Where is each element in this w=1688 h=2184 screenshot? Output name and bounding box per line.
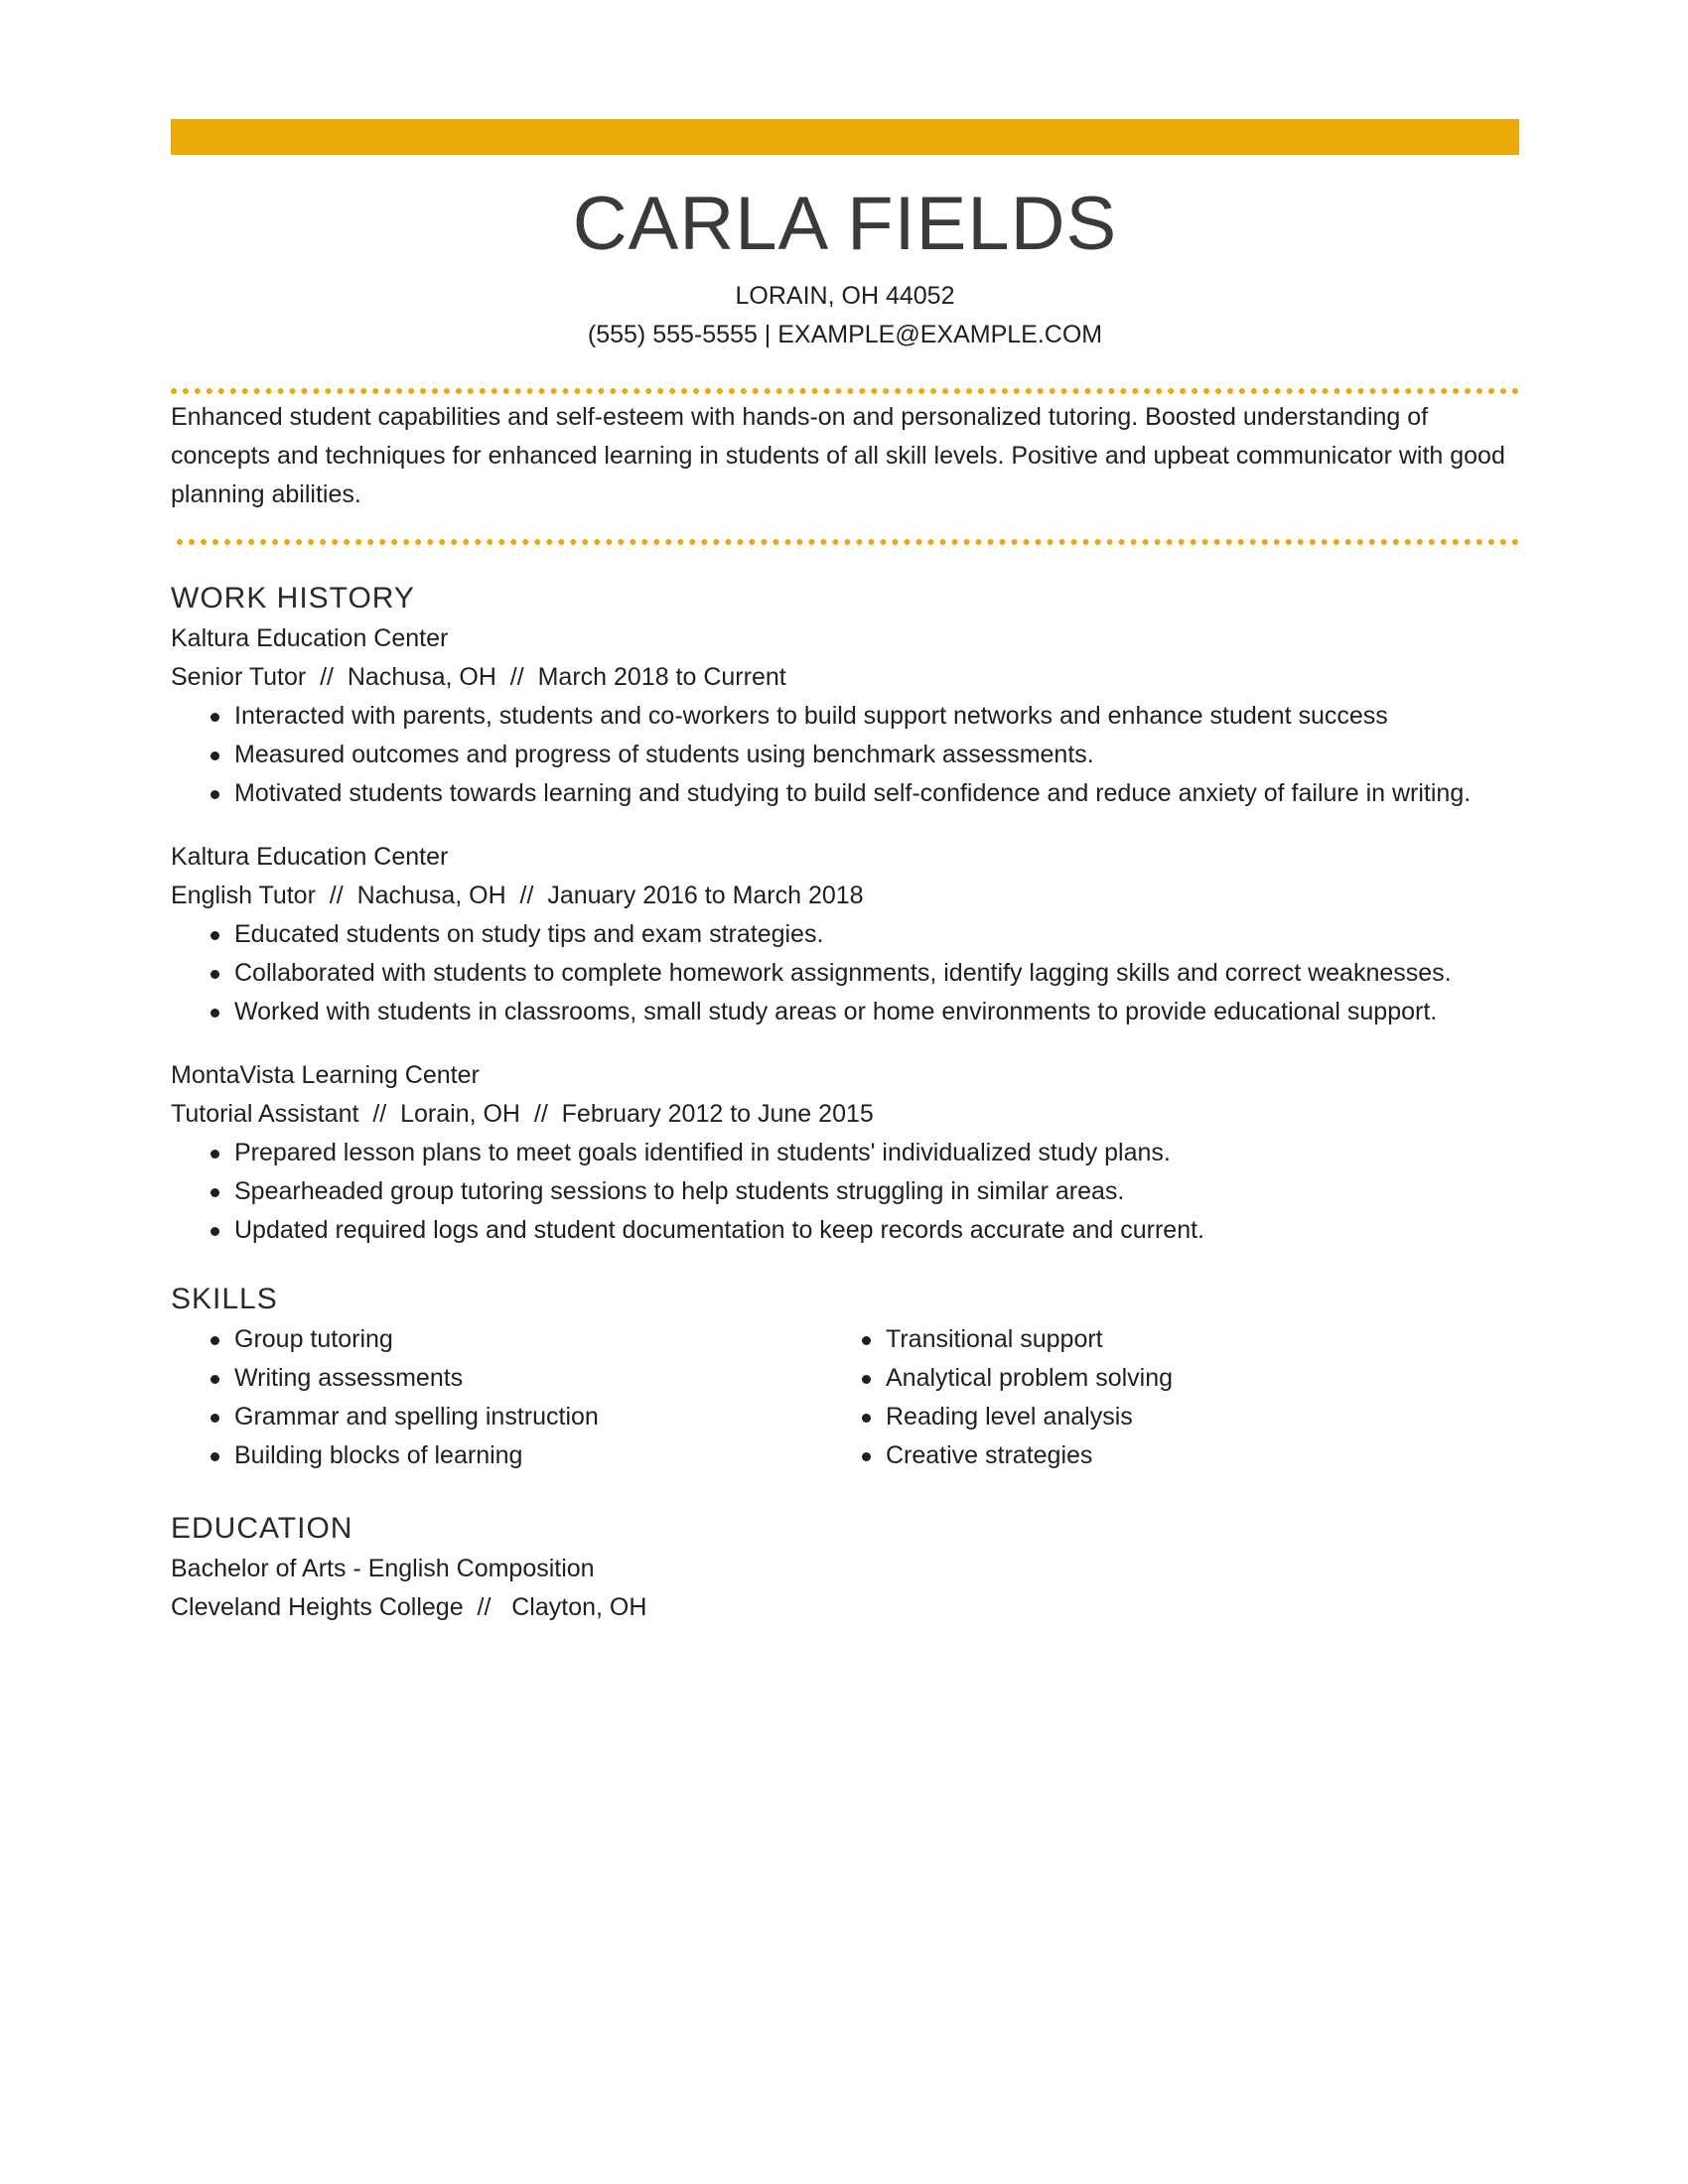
job-entry [171, 619, 1519, 813]
list-item: Measured outcomes and progress of students using benchmark assessments. [234, 736, 1519, 774]
section-title-skills: SKILLS [171, 1283, 278, 1315]
list-item: Writing assessments [234, 1359, 845, 1398]
list-item: Worked with students in classrooms, small study areas or home environments to provide educational support. [234, 993, 1519, 1031]
list-item: Analytical problem solving [886, 1359, 1519, 1398]
education-school: Cleveland Heights College // Clayton, OH [171, 1593, 647, 1621]
address: LORAIN, OH 44052 [735, 282, 955, 310]
list-item: Creative strategies [886, 1436, 1519, 1475]
skills-column-left [171, 1320, 845, 1475]
job-entry [171, 1056, 1519, 1250]
list-item: Motivated students towards learning and studying to build self-confidence and reduce anxiety of failure in writing. [234, 774, 1519, 813]
accent-bar [171, 119, 1519, 155]
list-item: Spearheaded group tutoring sessions to help students struggling in similar areas. [234, 1172, 1519, 1211]
skills-grid [171, 1320, 1519, 1475]
list-item: Updated required logs and student documentation to keep records accurate and current. [234, 1211, 1519, 1250]
list-item: Group tutoring [234, 1320, 845, 1359]
list-item: Transitional support [886, 1320, 1519, 1359]
dotted-divider [177, 539, 1519, 545]
list-item: Interacted with parents, students and co-workers to build support networks and enhance student success [234, 697, 1519, 736]
education-entry [171, 1550, 1519, 1627]
section-title-work-history: WORK HISTORY [171, 582, 415, 614]
skills-list [845, 1320, 1519, 1475]
section-title-education: EDUCATION [171, 1512, 353, 1545]
list-item: Grammar and spelling instruction [234, 1398, 845, 1436]
job-details: English Tutor // Nachusa, OH // January 2016 to March 2018 [171, 882, 864, 909]
job-details: Tutorial Assistant // Lorain, OH // February 2012 to June 2015 [171, 1100, 874, 1128]
skills-list [171, 1320, 845, 1475]
dotted-divider [171, 388, 1519, 394]
resume-page [171, 119, 1519, 1627]
job-company: MontaVista Learning Center [171, 1061, 480, 1089]
job-bullets [171, 1134, 1519, 1250]
job-company: Kaltura Education Center [171, 624, 449, 652]
list-item: Collaborated with students to complete homework assignments, identify lagging skills and correct weaknesses. [234, 954, 1519, 993]
candidate-name: CARLA FIELDS [572, 182, 1118, 266]
skills-column-right [845, 1320, 1519, 1475]
job-entry [171, 838, 1519, 1031]
summary: Enhanced student capabilities and self-esteem with hands-on and personalized tutoring. Boosted understanding of concepts and techniques for enhanced learning in students of all skill levels. Positive and upbeat communicator with good planning abilities. [171, 403, 1505, 508]
list-item: Educated students on study tips and exam strategies. [234, 915, 1519, 954]
job-bullets [171, 915, 1519, 1031]
phone-email: (555) 555-5555 | EXAMPLE@EXAMPLE.COM [587, 321, 1103, 348]
list-item: Building blocks of learning [234, 1436, 845, 1475]
list-item: Reading level analysis [886, 1398, 1519, 1436]
list-item: Prepared lesson plans to meet goals identified in students' individualized study plans. [234, 1134, 1519, 1172]
education-degree: Bachelor of Arts - English Composition [171, 1555, 595, 1582]
job-company: Kaltura Education Center [171, 843, 449, 871]
job-bullets [171, 697, 1519, 813]
job-details: Senior Tutor // Nachusa, OH // March 2018 to Current [171, 663, 786, 691]
